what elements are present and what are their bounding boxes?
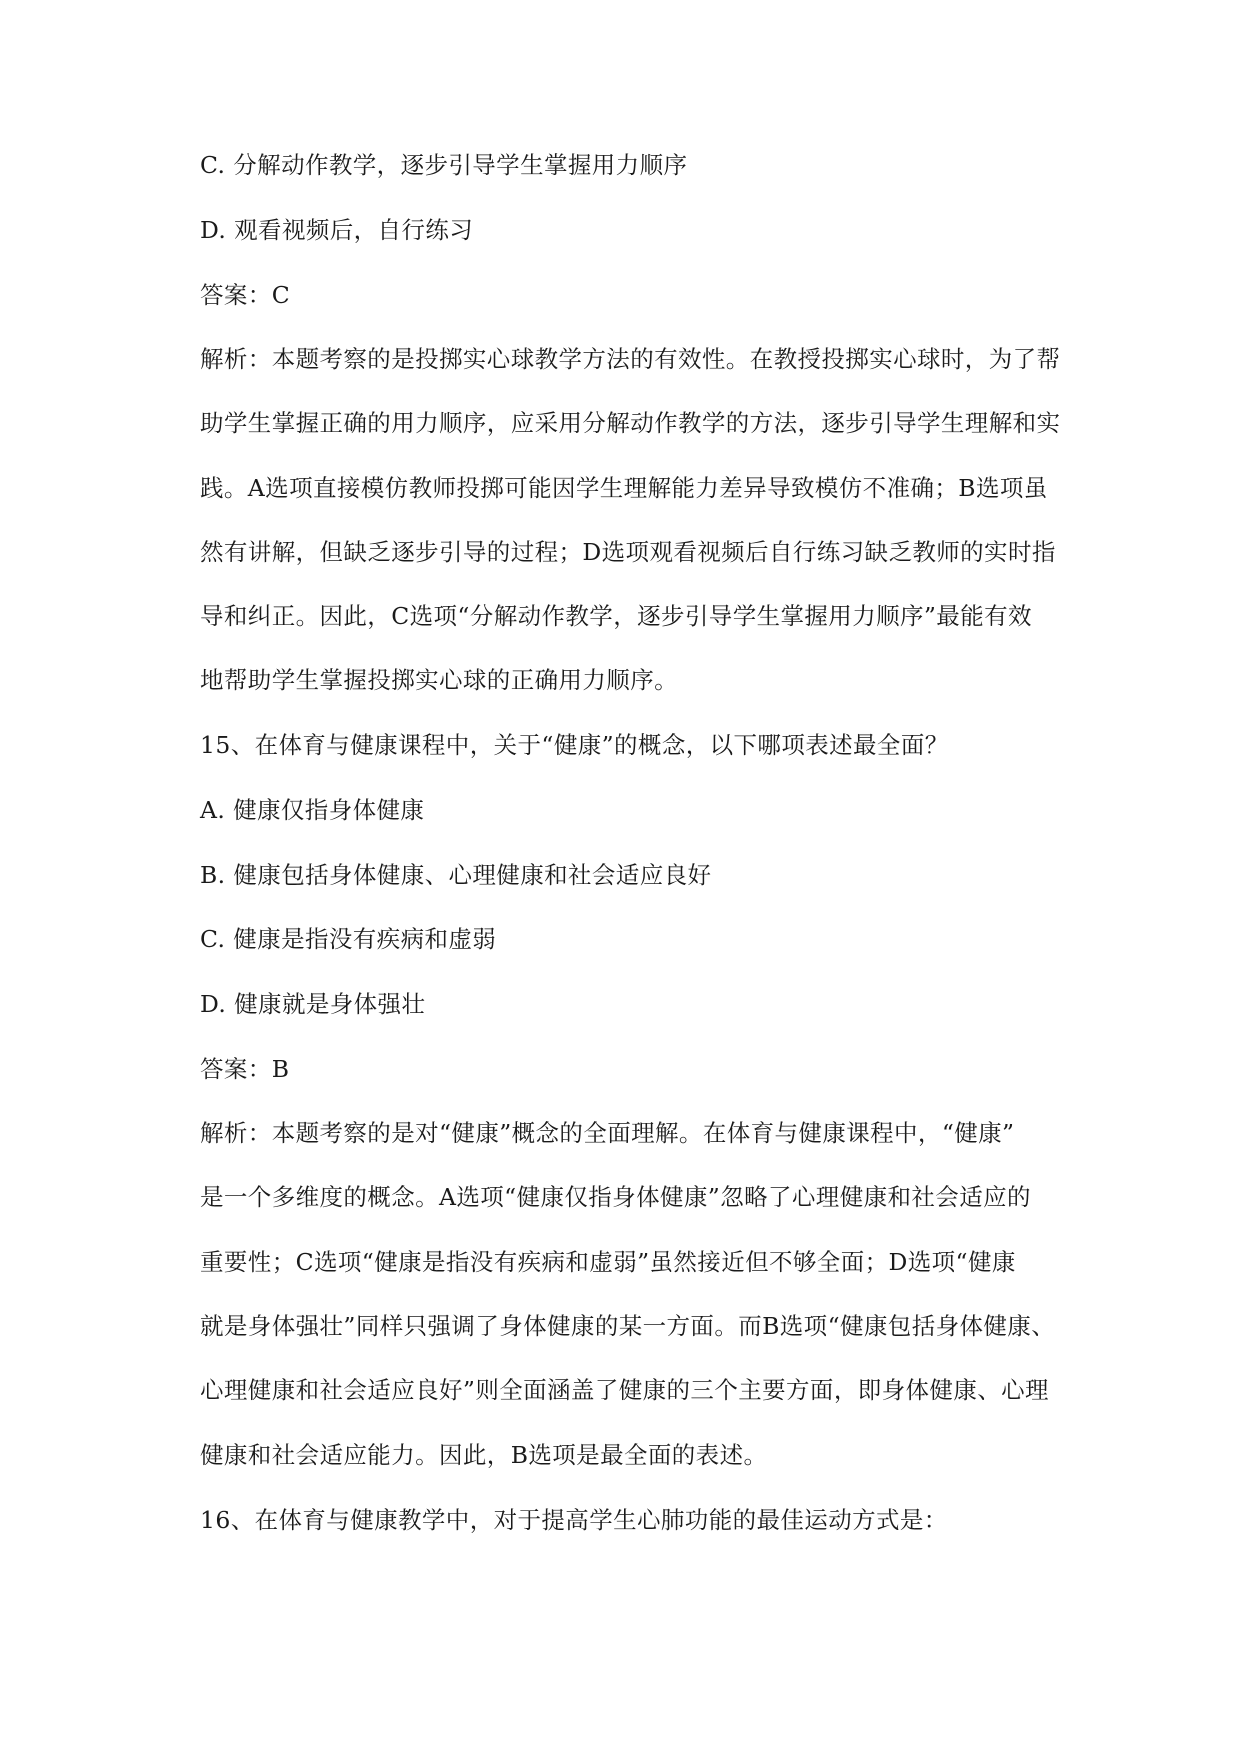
- explanation-q14-line-5: 导和纠正。因此，C选项“分解动作教学，逐步引导学生掌握用力顺序”最能有效: [200, 602, 1032, 630]
- explanation-q15-line-3: 重要性；C选项“健康是指没有疾病和虚弱”虽然接近但不够全面；D选项“健康: [200, 1248, 1016, 1276]
- option-d-q14: D. 观看视频后，自行练习: [200, 216, 474, 244]
- option-b-q15: B. 健康包括身体健康、心理健康和社会适应良好: [200, 861, 712, 889]
- explanation-q14-line-2: 助学生掌握正确的用力顺序，应采用分解动作教学的方法，逐步引导学生理解和实: [200, 409, 1061, 437]
- explanation-q14-line-1: 解析：本题考察的是投掷实心球教学方法的有效性。在教授投掷实心球时，为了帮: [200, 345, 1061, 373]
- explanation-q15-line-5: 心理健康和社会适应良好”则全面涵盖了健康的三个主要方面，即身体健康、心理: [200, 1376, 1049, 1404]
- explanation-q15-line-6: 健康和社会适应能力。因此，B选项是最全面的表述。: [200, 1441, 768, 1469]
- explanation-q14-line-4: 然有讲解，但缺乏逐步引导的过程；D选项观看视频后自行练习缺乏教师的实时指: [200, 538, 1056, 566]
- answer-q15: 答案：B: [200, 1055, 290, 1083]
- option-a-q15: A. 健康仅指身体健康: [200, 796, 425, 824]
- explanation-q14-line-3: 践。A选项直接模仿教师投掷可能因学生理解能力差异导致模仿不准确；B选项虽: [200, 474, 1048, 502]
- option-c-q15: C. 健康是指没有疾病和虚弱: [200, 925, 497, 953]
- question-16: 16、在体育与健康教学中，对于提高学生心肺功能的最佳运动方式是：: [200, 1506, 948, 1534]
- option-d-q15: D. 健康就是身体强壮: [200, 990, 426, 1018]
- explanation-q15-line-1: 解析：本题考察的是对“健康”概念的全面理解。在体育与健康课程中，“健康”: [200, 1119, 1015, 1147]
- question-15: 15、在体育与健康课程中，关于“健康”的概念，以下哪项表述最全面？: [200, 731, 949, 759]
- explanation-q15-line-2: 是一个多维度的概念。A选项“健康仅指身体健康”忽略了心理健康和社会适应的: [200, 1183, 1031, 1211]
- explanation-q14-line-6: 地帮助学生掌握投掷实心球的正确用力顺序。: [200, 666, 678, 694]
- answer-q14: 答案：C: [200, 281, 291, 309]
- option-c-q14: C. 分解动作教学，逐步引导学生掌握用力顺序: [200, 151, 688, 179]
- explanation-q15-line-4: 就是身体强壮”同样只强调了身体健康的某一方面。而B选项“健康包括身体健康、: [200, 1312, 1056, 1340]
